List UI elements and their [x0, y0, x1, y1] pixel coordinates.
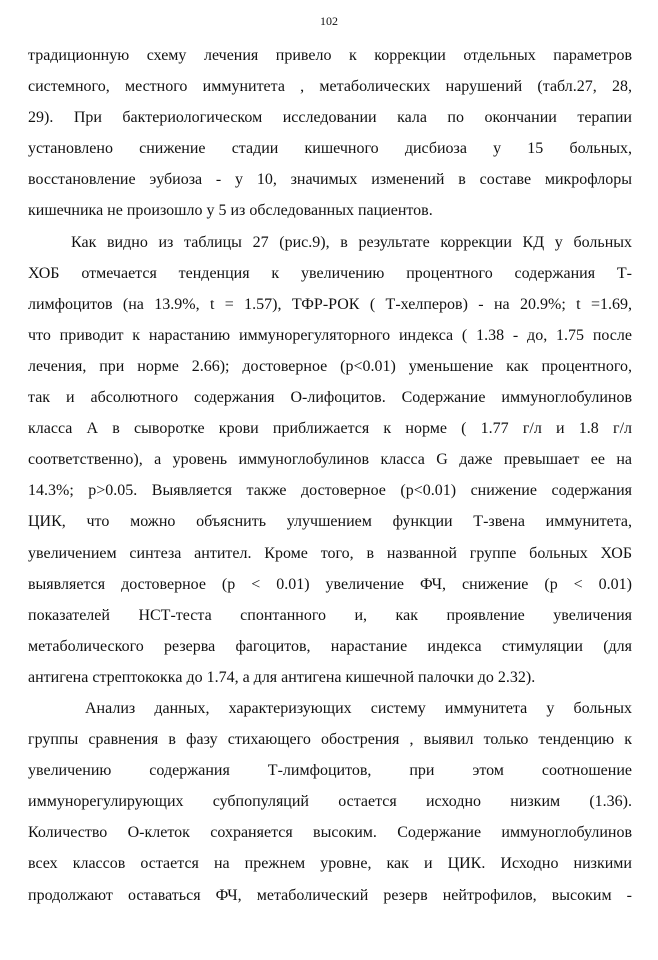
- page-number: 102: [320, 14, 338, 28]
- text-line: восстановление эубиоза - у 10, значимых изменений в составе микрофлоры: [28, 171, 632, 189]
- text-line: метаболического резерва фагоцитов, нарастание индекса стимуляции (для: [28, 637, 632, 655]
- text-line: Количество О-клеток сохраняется высоким. Содержание иммуноглобулинов: [28, 824, 632, 842]
- text-line: всех классов остается на прежнем уровне, как и ЦИК. Исходно низкими: [28, 855, 632, 873]
- text-line: группы сравнения в фазу стихающего обострения , выявил только тенденцию к: [28, 731, 632, 749]
- text-line: Анализ данных, характеризующих систему иммунитета у больных: [85, 699, 632, 717]
- text-line: лимфоцитов (на 13.9%, t = 1.57), ТФР-РОК ( Т-хелперов) - на 20.9%; t =1.69,: [28, 295, 632, 313]
- text-line: традиционную схему лечения привело к коррекции отдельных параметров: [28, 47, 632, 64]
- text-line: выявляется достоверное (p < 0.01) увеличение ФЧ, снижение (p < 0.01): [28, 575, 632, 593]
- text-line: соответственно), а уровень иммуноглобулинов класса G даже превышает ее на: [28, 451, 632, 469]
- text-line: показателей НСТ-теста спонтанного и, как проявление увеличения: [28, 606, 632, 624]
- text-line: ЦИК, что можно объяснить улучшением функции Т-звена иммунитета,: [28, 513, 632, 531]
- text-line: продолжают оставаться ФЧ, метаболический резерв нейтрофилов, высоким -: [28, 886, 632, 904]
- text-line: увеличению содержания Т-лимфоцитов, при этом соотношение: [28, 762, 632, 780]
- text-line: Как видно из таблицы 27 (рис.9), в результате коррекции КД у больных: [71, 233, 632, 251]
- text-line: лечения, при норме 2.66); достоверное (p<0.01) уменьшение как процентного,: [28, 357, 632, 375]
- text-line: установлено снижение стадии кишечного дисбиоза у 15 больных,: [28, 140, 632, 158]
- text-line: класса А в сыворотке крови приближается к норме ( 1.77 г/л и 1.8 г/л: [28, 420, 632, 438]
- text-line: антигена стрептококка до 1.74, а для антигена кишечной палочки до 2.32).: [28, 668, 536, 686]
- document-body: [28, 40, 632, 911]
- text-line: кишечника не произошло у 5 из обследованных пациентов.: [28, 202, 433, 220]
- text-line: ХОБ отмечается тенденция к увеличению процентного содержания Т-: [28, 264, 632, 282]
- text-line: так и абсолютного содержания О-лифоцитов. Содержание иммуноглобулинов: [28, 389, 632, 407]
- text-line: системного, местного иммунитета , метаболических нарушений (табл.27, 28,: [28, 78, 632, 96]
- text-line: что приводит к нарастанию иммунорегуляторного индекса ( 1.38 - до, 1.75 после: [28, 326, 632, 344]
- text-line: 14.3%; p>0.05. Выявляется также достоверное (p<0.01) снижение содержания: [28, 482, 632, 500]
- text-line: увеличением синтеза антител. Кроме того, в названной группе больных ХОБ: [28, 544, 632, 562]
- text-line: иммунорегулирующих субпопуляций остается исходно низким (1.36).: [28, 793, 632, 811]
- text-line: 29). При бактериологическом исследовании кала по окончании терапии: [28, 109, 632, 127]
